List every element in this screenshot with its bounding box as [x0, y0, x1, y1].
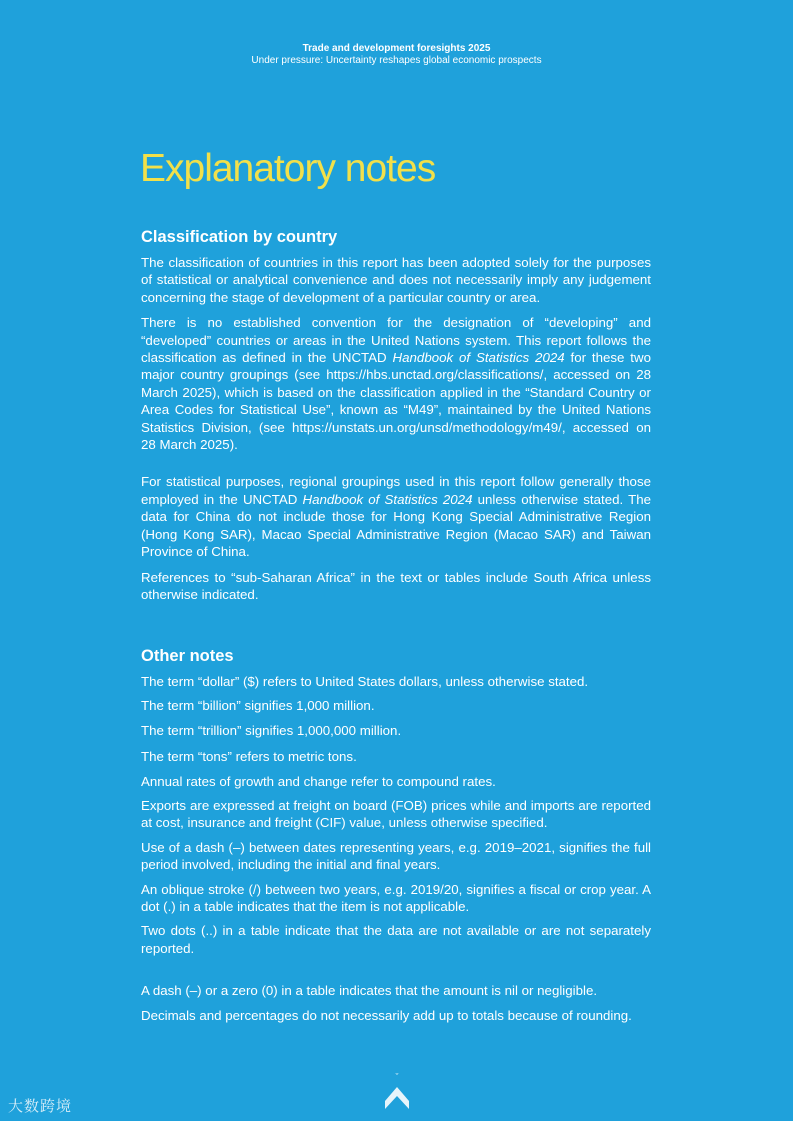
classification-paragraph-2: There is no established convention for the designation of “developing” and “developed” countries or areas in the United Nations system. This report follows the classification as defined in the UNCTAD Handbook of Statistics 2024 for these two major country groupings (see https://hbs.unctad.org/classifications/, accessed on 28 March 2025), which is based on the classification applied in the “Standard Country or Area Codes for Statistical Use”, known as “M49”, maintained by the United Nations Statistics Division, (see https://unstats.un.org/unsd/methodology/m49/, accessed on 28 March 2025).: [141, 315, 651, 453]
classification-paragraph-3: For statistical purposes, regional groupings used in this report follow generally those employed in the UNCTAD Handbook of Statistics 2024 unless otherwise stated. The data for China do not include those for Hong Kong Special Administrative Region (Hong Kong SAR), Macao Special Administrative Region (Macao SAR) and Taiwan Province of China.: [141, 474, 652, 560]
note-item: Annual rates of growth and change refer to compound rates.: [141, 773, 496, 789]
chevron-up-icon: [384, 1086, 410, 1110]
note-item: An oblique stroke (/) between two years, e.g. 2019/20, signifies a fiscal or crop year. A dot (.) in a table indicates that the item is not applicable.: [141, 881, 651, 915]
scroll-up-button[interactable]: [382, 1073, 412, 1110]
note-item: The term “trillion” signifies 1,000,000 million.: [141, 722, 402, 738]
classification-paragraph-1: The classification of countries in this report has been adopted solely for the purposes of statistical or analytical convenience and does not necessarily imply any judgement concerning the stage of development of a particular country or area.: [141, 255, 651, 305]
watermark-text: 大数跨境: [8, 1098, 73, 1115]
note-item: The term “dollar” ($) refers to United States dollars, unless otherwise stated.: [141, 674, 589, 689]
note-item: Use of a dash (–) between dates representing years, e.g. 2019–2021, signifies the full period involved, including the initial and final years.: [141, 839, 651, 873]
report-title: Trade and development foresights 2025: [302, 43, 491, 54]
page-header: [0, 43, 793, 67]
classification-heading: Classification by country: [141, 228, 338, 246]
note-item: Two dots (..) in a table indicate that the data are not available or are not separately reported.: [141, 923, 651, 956]
note-item: The term “tons” refers to metric tons.: [141, 749, 357, 765]
note-item: The term “billion” signifies 1,000 million.: [141, 698, 375, 714]
watermark-logo: [8, 1095, 72, 1116]
note-item: A dash (–) or a zero (0) in a table indicates that the amount is nil or negligible.: [141, 983, 598, 999]
page-title: Explanatory notes: [140, 147, 436, 190]
other-notes-heading: Other notes: [141, 647, 234, 665]
small-chevron-icon: ˇ: [395, 1072, 399, 1082]
other-notes-section: [141, 646, 651, 1031]
report-subtitle: Under pressure: Uncertainty reshapes global economic prospects: [251, 55, 542, 66]
classification-paragraph-4: References to “sub-Saharan Africa” in the text or tables include South Africa unless otherwise indicated.: [141, 569, 651, 602]
note-item: Decimals and percentages do not necessarily add up to totals because of rounding.: [141, 1007, 632, 1023]
classification-section: [141, 227, 651, 611]
note-item: Exports are expressed at freight on board (FOB) prices while and imports are reported at cost, insurance and freight (CIF) value, unless otherwise specified.: [141, 798, 651, 831]
